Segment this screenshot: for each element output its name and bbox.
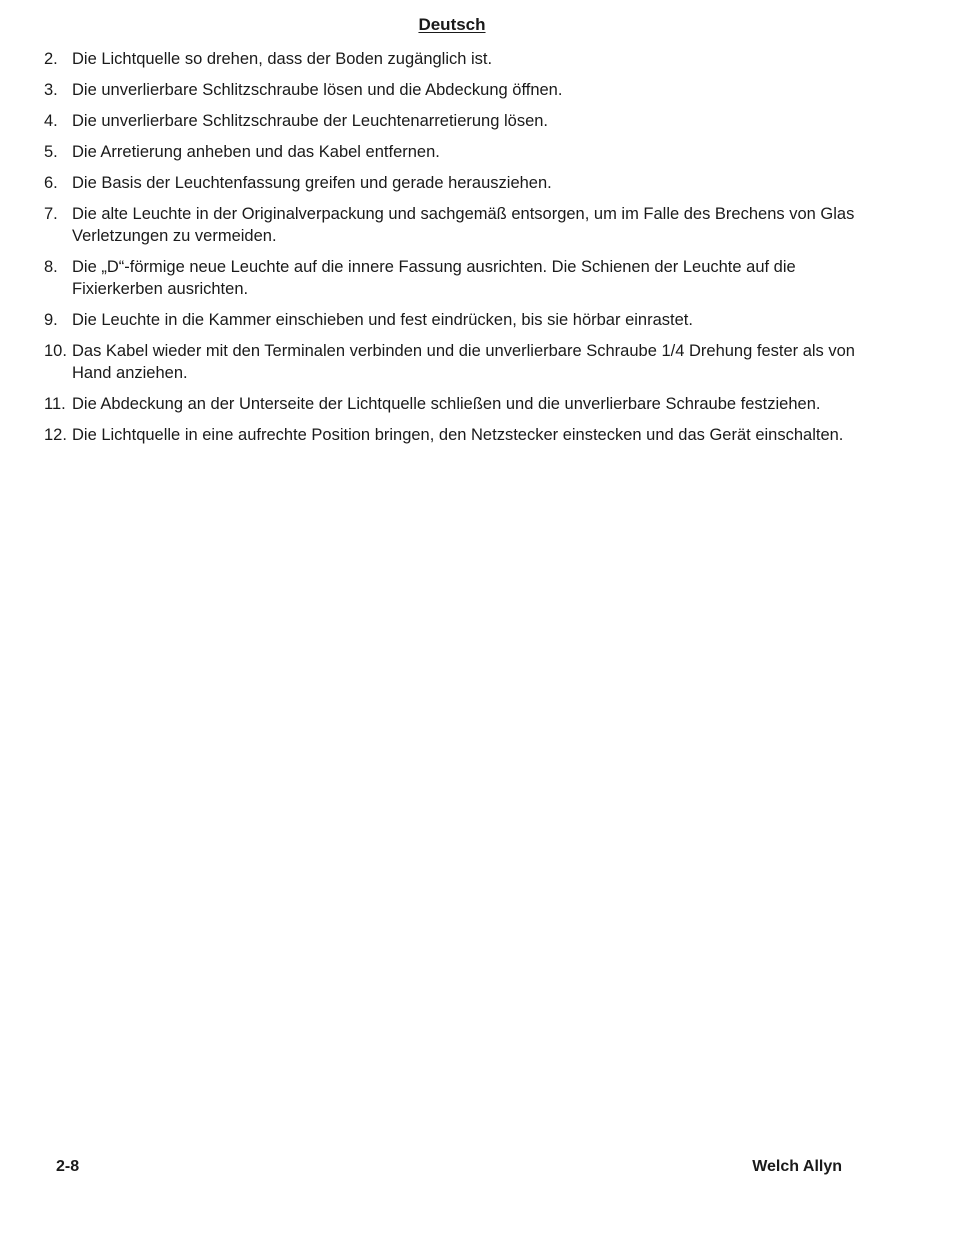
list-item [44, 393, 884, 415]
step-number: 3. [44, 81, 58, 99]
page-footer [56, 1158, 842, 1176]
step-text: Die Basis der Leuchtenfassung greifen und gerade herausziehen. [72, 174, 552, 192]
step-number: 5. [44, 143, 58, 161]
list-item [44, 424, 884, 446]
step-text: Die unverlierbare Schlitzschraube lösen und die Abdeckung öffnen. [72, 81, 563, 99]
page-number: 2-8 [56, 1158, 80, 1175]
step-number: 2. [44, 50, 58, 68]
list-item [44, 141, 884, 163]
brand-name: Welch Allyn [752, 1158, 842, 1175]
step-text: Die Arretierung anheben und das Kabel entfernen. [72, 143, 440, 161]
step-text: Die Abdeckung an der Unterseite der Lichtquelle schließen und die unverlierbare Schraube festziehen. [72, 395, 821, 413]
step-text: Die „D“-förmige neue Leuchte auf die innere Fassung ausrichten. Die Schienen der Leuchte auf die Fixierkerben ausrichten. [72, 258, 796, 298]
list-item [44, 203, 884, 247]
step-text: Die alte Leuchte in der Originalverpackung und sachgemäß entsorgen, um im Falle des Brechens von Glas Verletzungen zu vermeiden. [72, 205, 855, 245]
step-number: 4. [44, 112, 58, 130]
step-text: Die Leuchte in die Kammer einschieben und fest eindrücken, bis sie hörbar einrastet. [72, 311, 693, 329]
step-number: 9. [44, 311, 58, 329]
list-item [44, 309, 884, 331]
step-number: 10. [44, 342, 67, 360]
list-item [44, 79, 884, 101]
list-item [44, 110, 884, 132]
list-item [44, 172, 884, 194]
step-number: 11. [44, 395, 66, 413]
step-number: 7. [44, 205, 58, 223]
list-item [44, 340, 884, 384]
step-text: Die Lichtquelle in eine aufrechte Position bringen, den Netzstecker einstecken und das Gerät einschalten. [72, 426, 844, 444]
step-text: Die Lichtquelle so drehen, dass der Boden zugänglich ist. [72, 50, 493, 68]
step-number: 8. [44, 258, 58, 276]
page-title: Deutsch [418, 15, 486, 34]
step-number: 6. [44, 174, 58, 192]
list-item [44, 48, 884, 70]
step-text: Die unverlierbare Schlitzschraube der Leuchtenarretierung lösen. [72, 112, 549, 130]
step-text: Das Kabel wieder mit den Terminalen verbinden und die unverlierbare Schraube 1/4 Drehung fester als von Hand anziehen. [72, 342, 855, 382]
list-item [44, 256, 884, 300]
step-number: 12. [44, 426, 67, 444]
instruction-list [44, 48, 884, 455]
